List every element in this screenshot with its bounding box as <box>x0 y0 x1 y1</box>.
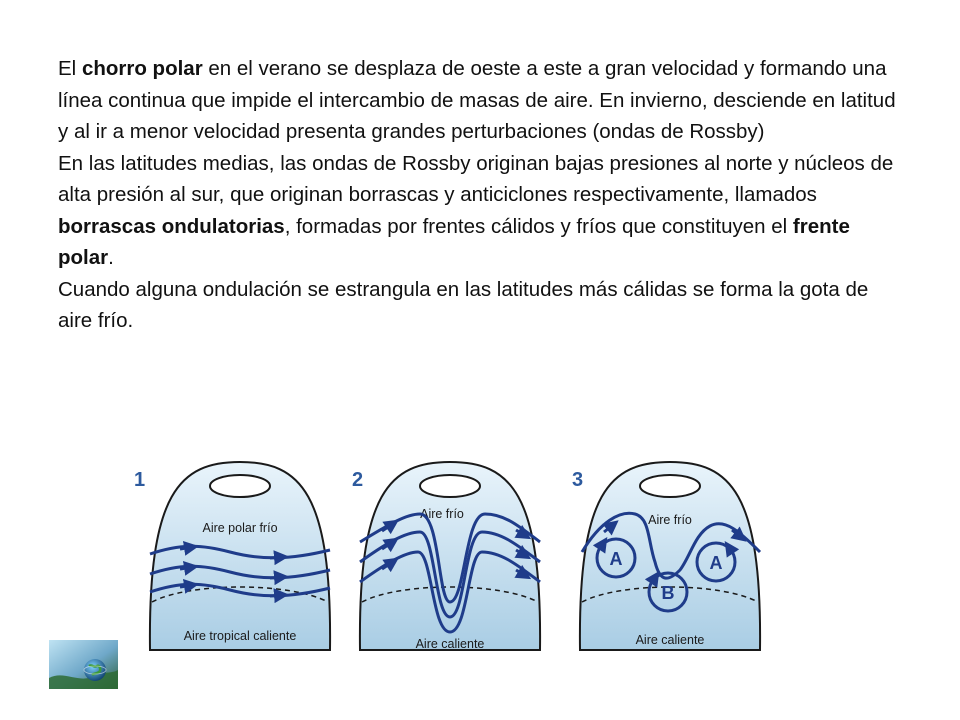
rossby-waves-figure <box>120 452 800 664</box>
panel-2-bottom-label: Aire caliente <box>415 637 485 651</box>
paragraph-2 <box>58 148 908 274</box>
flow-arrow-icon <box>270 577 283 578</box>
term-borrascas-ondulatorias: borrascas ondulatorias <box>58 214 285 238</box>
pole-ellipse <box>420 475 480 497</box>
text-segment: En las latitudes medias, las ondas de Rossby originan bajas presiones al norte y núcleos de alta presión al sur, que originan borrascas y anticiclones respectivamente, llamados <box>58 151 894 206</box>
panel-1-bottom-label: Aire tropical caliente <box>183 629 297 643</box>
high-pressure-label: A <box>609 549 623 569</box>
panel-2 <box>352 462 540 651</box>
panel-1-number: 1 <box>134 469 146 491</box>
globe-logo-graphic <box>49 640 118 689</box>
flow-arrow-icon <box>180 547 193 549</box>
body-text <box>58 53 908 337</box>
flow-arrow-icon <box>180 567 193 569</box>
flow-arrow-icon <box>180 585 193 587</box>
text-segment: . <box>108 246 114 269</box>
panel-1-top-label: Aire polar frío <box>202 521 278 535</box>
paragraph-1 <box>58 53 908 148</box>
panel-2-number: 2 <box>352 469 364 491</box>
panel-3 <box>572 462 760 650</box>
text-segment: en el verano se desplaza de oeste a este a gran velocidad y formando una línea continua que impide el intercambio de masas de aire. En invierno, desciende en latitud y al ir a menor velocidad presenta grandes perturbaciones (ondas de Rossby) <box>58 57 896 143</box>
panel-3-number: 3 <box>572 469 584 491</box>
pole-ellipse <box>210 475 270 497</box>
pole-ellipse <box>640 475 700 497</box>
globe-logo-icon <box>49 640 118 689</box>
rossby-waves-diagram <box>120 452 800 664</box>
paragraph-3 <box>58 274 908 337</box>
high-pressure-label: A <box>709 553 723 573</box>
text-segment: Cuando alguna ondulación se estrangula en las latitudes más cálidas se forma la gota de aire frío. <box>58 277 869 332</box>
text-segment: , formadas por frentes cálidos y fríos que constituyen el <box>284 214 793 238</box>
text-segment: El <box>58 57 82 80</box>
panel-2-top-label: Aire frío <box>420 507 464 521</box>
panel-1 <box>134 462 330 650</box>
flow-arrow-icon <box>270 557 283 558</box>
panel-3-top-label: Aire frío <box>648 513 692 527</box>
panel-3-bottom-label: Aire caliente <box>635 633 705 647</box>
term-frente-polar: frente polar <box>58 214 850 269</box>
low-pressure-label: B <box>661 583 675 603</box>
flow-arrow-icon <box>270 595 283 596</box>
term-chorro-polar: chorro polar <box>81 57 203 80</box>
